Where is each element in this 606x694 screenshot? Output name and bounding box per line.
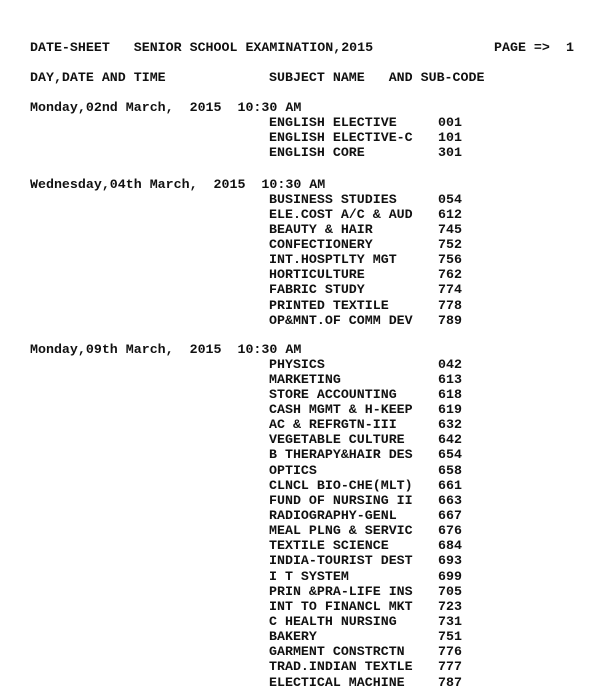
subject-name: I T SYSTEM <box>269 568 349 584</box>
subject-row <box>0 372 606 387</box>
subject-code: 789 <box>438 312 462 328</box>
subject-row <box>0 192 606 207</box>
subject-name: PHYSICS <box>269 356 325 372</box>
subject-name: INDIA-TOURIST DEST <box>269 553 413 569</box>
subject-code: 661 <box>438 477 462 493</box>
exam-date-time: Monday,09th March, 2015 10:30 AM <box>30 341 302 357</box>
subject-name: TRAD.INDIAN TEXTLE <box>269 659 413 675</box>
subject-row <box>0 599 606 614</box>
subject-code: 699 <box>438 568 462 584</box>
subject-name: ENGLISH ELECTIVE <box>269 114 397 130</box>
subject-row <box>0 523 606 538</box>
subject-name: FABRIC STUDY <box>269 282 365 298</box>
subject-code: 054 <box>438 191 462 207</box>
subject-code: 777 <box>438 659 462 675</box>
subject-name: AC & REFRGTN-III <box>269 417 397 433</box>
subject-name: CASH MGMT & H-KEEP <box>269 402 413 418</box>
subject-name: PRIN &PRA-LIFE INS <box>269 583 413 599</box>
subject-row <box>0 313 606 328</box>
subject-row <box>0 115 606 130</box>
subject-row <box>0 282 606 297</box>
subject-code: 619 <box>438 402 462 418</box>
column-header-date-time: DAY,DATE AND TIME <box>30 70 166 85</box>
subject-name: TEXTILE SCIENCE <box>269 538 389 554</box>
subject-code: 731 <box>438 614 462 630</box>
subject-code: 301 <box>438 144 462 160</box>
subject-row <box>0 432 606 447</box>
column-header-subject: SUBJECT NAME AND SUB-CODE <box>269 70 485 85</box>
subject-row <box>0 659 606 674</box>
subject-name: MEAL PLNG & SERVIC <box>269 523 413 539</box>
subject-row <box>0 357 606 372</box>
subject-row <box>0 508 606 523</box>
subject-name: BAKERY <box>269 629 317 645</box>
subject-row <box>0 130 606 145</box>
subject-code: 723 <box>438 598 462 614</box>
subject-code: 101 <box>438 129 462 145</box>
subject-row <box>0 402 606 417</box>
subject-code: 751 <box>438 629 462 645</box>
subject-row <box>0 629 606 644</box>
subject-code: 618 <box>438 386 462 402</box>
subject-name: BEAUTY & HAIR <box>269 221 373 237</box>
subject-code: 612 <box>438 206 462 222</box>
subject-code: 756 <box>438 252 462 268</box>
subject-code: 774 <box>438 282 462 298</box>
page-label: PAGE => <box>494 40 550 55</box>
subject-code: 654 <box>438 447 462 463</box>
subject-name: INT TO FINANCL MKT <box>269 598 413 614</box>
subject-name: GARMENT CONSTRCTN <box>269 644 405 660</box>
subject-name: CLNCL BIO-CHE(MLT) <box>269 477 413 493</box>
subject-name: HORTICULTURE <box>269 267 365 283</box>
subject-code: 642 <box>438 432 462 448</box>
subject-name: RADIOGRAPHY-GENL <box>269 508 397 524</box>
subject-row <box>0 267 606 282</box>
subject-row <box>0 417 606 432</box>
subject-row <box>0 478 606 493</box>
subject-name: INT.HOSPTLTY MGT <box>269 252 397 268</box>
subject-name: OP&MNT.OF COMM DEV <box>269 312 413 328</box>
subject-name: VEGETABLE CULTURE <box>269 432 405 448</box>
exam-date-time: Monday,02nd March, 2015 10:30 AM <box>30 99 302 115</box>
subject-name: BUSINESS STUDIES <box>269 191 397 207</box>
subject-name: B THERAPY&HAIR DES <box>269 447 413 463</box>
subject-code: 705 <box>438 583 462 599</box>
subject-row <box>0 644 606 659</box>
subject-row <box>0 584 606 599</box>
subject-row <box>0 675 606 690</box>
subject-code: 613 <box>438 371 462 387</box>
page-number: 1 <box>566 40 574 55</box>
subject-row <box>0 207 606 222</box>
subject-row <box>0 237 606 252</box>
subject-name: FUND OF NURSING II <box>269 492 413 508</box>
subject-name: MARKETING <box>269 371 341 387</box>
subject-row <box>0 298 606 313</box>
subject-code: 776 <box>438 644 462 660</box>
subject-row <box>0 493 606 508</box>
subject-row <box>0 569 606 584</box>
subject-code: 778 <box>438 297 462 313</box>
subject-code: 632 <box>438 417 462 433</box>
subject-code: 745 <box>438 221 462 237</box>
subject-code: 676 <box>438 523 462 539</box>
document-title: DATE-SHEET SENIOR SCHOOL EXAMINATION,2015 <box>30 40 374 55</box>
subject-row <box>0 145 606 160</box>
subject-row <box>0 222 606 237</box>
subject-code: 684 <box>438 538 462 554</box>
subject-name: C HEALTH NURSING <box>269 614 397 630</box>
subject-code: 787 <box>438 674 462 690</box>
subject-row <box>0 447 606 462</box>
subject-row <box>0 387 606 402</box>
subject-name: CONFECTIONERY <box>269 237 373 253</box>
exam-date-time: Wednesday,04th March, 2015 10:30 AM <box>30 176 326 192</box>
subject-name: ENGLISH CORE <box>269 144 365 160</box>
subject-code: 667 <box>438 508 462 524</box>
subject-name: PRINTED TEXTILE <box>269 297 389 313</box>
subject-name: OPTICS <box>269 462 317 478</box>
subject-code: 042 <box>438 356 462 372</box>
subject-code: 663 <box>438 492 462 508</box>
subject-code: 001 <box>438 114 462 130</box>
subject-row <box>0 553 606 568</box>
subject-code: 693 <box>438 553 462 569</box>
subject-row <box>0 252 606 267</box>
subject-code: 752 <box>438 237 462 253</box>
subject-row <box>0 614 606 629</box>
subject-code: 658 <box>438 462 462 478</box>
subject-name: ELECTICAL MACHINE <box>269 674 405 690</box>
subject-row <box>0 463 606 478</box>
subject-name: STORE ACCOUNTING <box>269 386 397 402</box>
subject-code: 762 <box>438 267 462 283</box>
subject-row <box>0 538 606 553</box>
subject-name: ELE.COST A/C & AUD <box>269 206 413 222</box>
subject-name: ENGLISH ELECTIVE-C <box>269 129 413 145</box>
